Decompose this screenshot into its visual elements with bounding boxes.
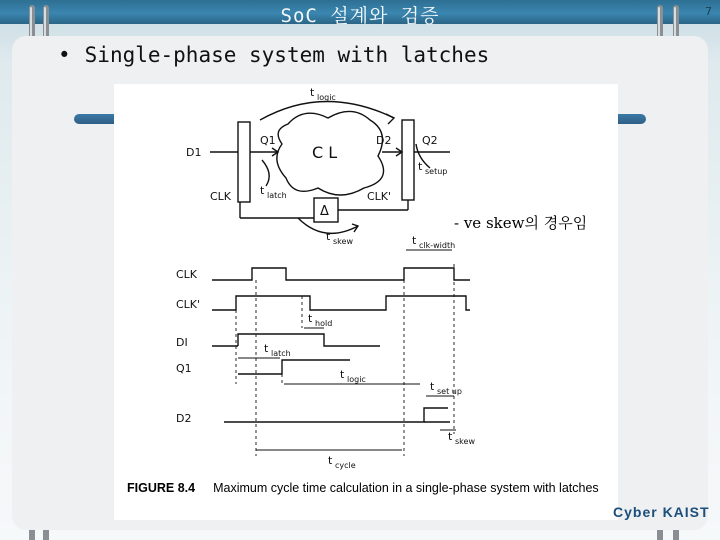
label-t-logic-sub: logic <box>317 93 336 102</box>
timing-label-d2: D2 <box>176 412 192 425</box>
skew-annotation: - ve skew의 경우임 <box>454 214 588 232</box>
figure-caption <box>127 480 607 496</box>
bullet-item <box>58 43 489 67</box>
clk-waveform <box>212 268 470 280</box>
d1-waveform <box>238 334 380 346</box>
label-t-logic-timing-sub: logic <box>347 375 366 384</box>
latch-1 <box>238 122 250 202</box>
timing-label-q1: Q1 <box>176 362 192 375</box>
label-t-skew: t <box>326 230 331 243</box>
page-number: 7 <box>705 5 712 18</box>
label-clk-prime: CLK' <box>367 190 392 203</box>
timing-label-d1: DI <box>176 336 188 349</box>
label-t-latch: t <box>260 184 265 197</box>
label-t-setup-timing-sub: set up <box>437 387 462 396</box>
label-clk: CLK <box>210 190 232 203</box>
timing-label-clk-prime: CLK' <box>176 298 201 311</box>
label-t-hold-sub: hold <box>315 319 333 328</box>
figure-drawing <box>114 84 618 520</box>
label-t-skew-timing-sub: skew <box>455 437 475 446</box>
label-t-setup: t <box>418 160 423 173</box>
clk-prime-waveform <box>212 296 470 310</box>
label-t-latch-timing-sub: latch <box>271 349 291 358</box>
label-q2: Q2 <box>422 134 438 147</box>
cyber-kaist-logo <box>613 497 713 529</box>
q1-waveform <box>238 360 350 374</box>
bullet-dot: • <box>58 43 71 67</box>
label-t-clk-width-sub: clk-width <box>419 241 456 250</box>
figure-image <box>114 84 618 520</box>
label-t-setup-timing: t <box>430 380 435 393</box>
label-d2: D2 <box>376 134 392 147</box>
slide-title: SoC 설계와 검증 <box>280 5 440 27</box>
label-t-cycle: t <box>328 454 333 467</box>
label-t-hold: t <box>308 312 313 325</box>
logo-text: Cyber KAIST <box>613 504 710 520</box>
label-delta: Δ <box>320 204 329 219</box>
d2-waveform <box>224 408 448 422</box>
label-d1: D1 <box>186 146 202 159</box>
label-t-clk-width: t <box>412 234 417 247</box>
label-cl: C L <box>312 143 338 162</box>
label-t-skew-sub: skew <box>333 237 353 246</box>
latch-2 <box>402 120 414 200</box>
label-t-skew-timing: t <box>448 430 453 443</box>
bullet-text: Single-phase system with latches <box>84 43 490 67</box>
label-t-logic: t <box>310 86 315 99</box>
caption-text: Maximum cycle time calculation in a single-phase system with latches <box>213 481 599 495</box>
label-t-latch-timing: t <box>264 342 269 355</box>
label-t-logic-timing: t <box>340 368 345 381</box>
label-t-setup-sub: setup <box>425 167 448 176</box>
label-t-cycle-sub: cycle <box>335 461 356 470</box>
label-t-latch-sub: latch <box>267 191 287 200</box>
caption-label: FIGURE 8.4 <box>127 481 196 495</box>
label-q1: Q1 <box>260 134 276 147</box>
timing-label-clk: CLK <box>176 268 198 281</box>
